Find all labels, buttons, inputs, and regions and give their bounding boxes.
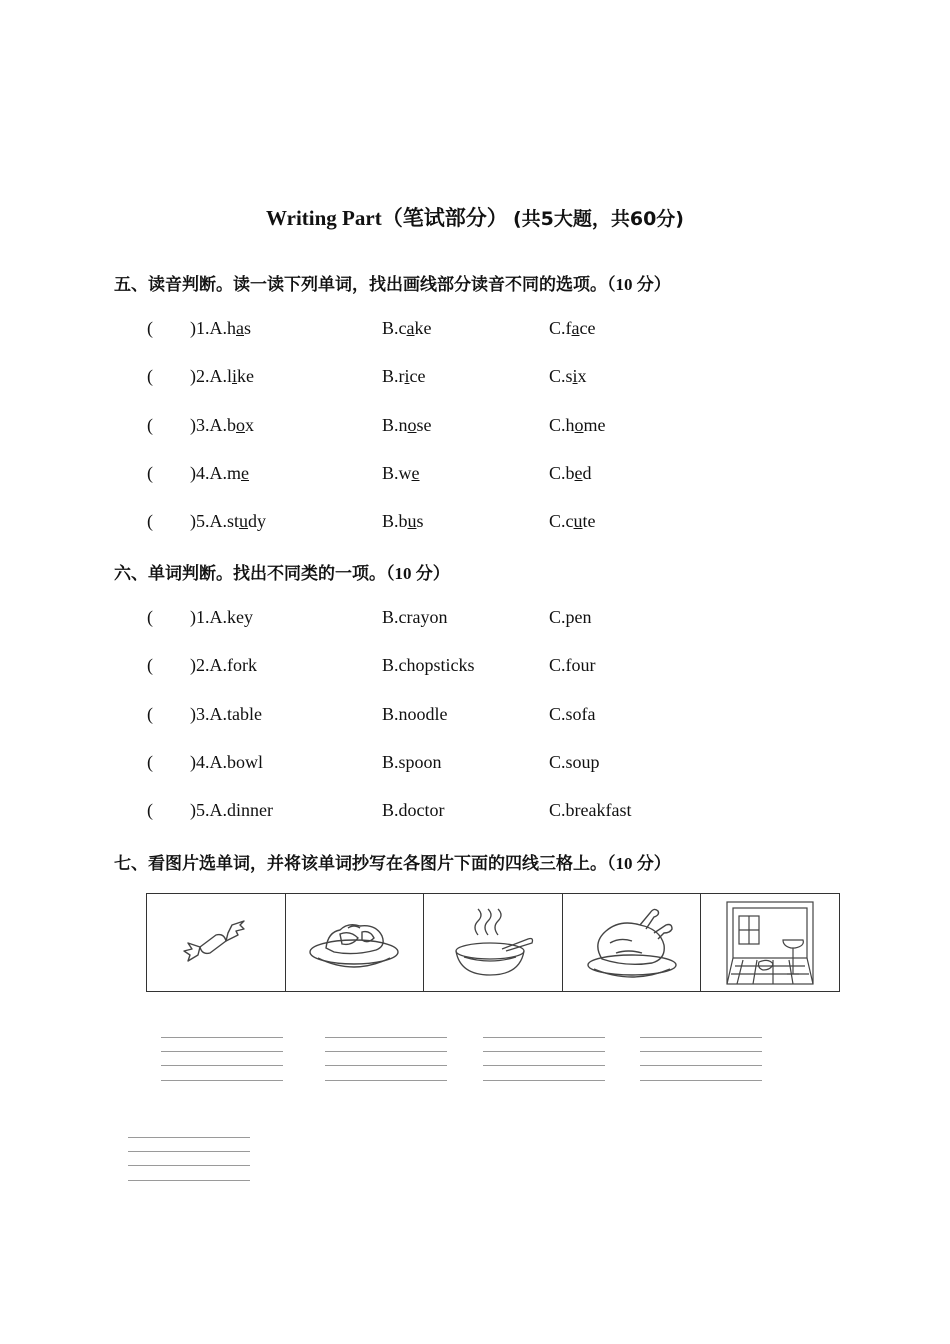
option-word: bowl — [227, 751, 263, 772]
option-b — [382, 704, 448, 725]
word-suffix: se — [416, 414, 432, 435]
word-suffix: x — [245, 414, 254, 435]
word-suffix: dy — [248, 511, 267, 532]
answer-blank[interactable]: ( — [147, 703, 153, 724]
option-c — [549, 415, 606, 436]
question-row — [0, 366, 950, 394]
answer-blank[interactable]: ( — [147, 318, 153, 338]
underlined-letter: o — [574, 414, 584, 435]
option-label: B. — [382, 462, 399, 483]
word-prefix: m — [227, 462, 242, 483]
writing-lines[interactable] — [640, 1037, 762, 1081]
question-number: )2. — [190, 655, 210, 676]
option-label: B. — [382, 800, 399, 821]
title-main: Writing Part（笔试部分） — [266, 206, 508, 230]
word-prefix: h — [565, 414, 575, 435]
word-suffix: s — [416, 511, 424, 532]
option-a — [190, 511, 266, 532]
beef-plate-icon — [304, 908, 404, 978]
underlined-letter: e — [241, 462, 250, 483]
word-prefix: s — [565, 366, 573, 387]
underlined-letter: i — [404, 366, 410, 387]
word-prefix: b — [565, 462, 575, 483]
word-prefix: h — [227, 318, 236, 338]
option-c — [549, 800, 631, 821]
underlined-letter: o — [236, 414, 245, 435]
underlined-letter: a — [571, 318, 580, 338]
underlined-letter: e — [574, 462, 583, 483]
option-label: A. — [209, 607, 227, 627]
question-number: )1. — [190, 318, 210, 338]
writing-lines[interactable] — [161, 1037, 283, 1081]
chicken-plate-icon — [580, 903, 684, 983]
underlined-letter: e — [411, 462, 420, 483]
answer-blank[interactable]: ( — [147, 462, 153, 483]
option-b — [382, 366, 426, 387]
question-row — [0, 655, 950, 683]
question-number: )5. — [190, 800, 210, 821]
section7-heading: 七、看图片选单词，并将该单词抄写在各图片下面的四线三格上。（10 分） — [114, 854, 671, 874]
answer-blank[interactable]: ( — [147, 655, 153, 676]
option-label: B. — [382, 751, 399, 772]
picture-cell — [424, 894, 563, 991]
question-row — [0, 704, 950, 732]
option-b — [382, 800, 445, 821]
option-word: pen — [565, 607, 592, 627]
answer-blank[interactable]: ( — [147, 414, 153, 435]
word-prefix: l — [227, 366, 233, 387]
bathroom-icon — [723, 898, 817, 988]
candy-icon — [176, 913, 256, 973]
word-prefix: st — [227, 511, 240, 532]
option-word: four — [565, 655, 596, 676]
word-prefix: n — [398, 414, 408, 435]
option-a — [190, 655, 257, 676]
option-label: A. — [209, 414, 227, 435]
word-prefix: w — [398, 462, 412, 483]
option-word: sofa — [565, 703, 596, 724]
option-a — [190, 752, 263, 773]
question-row — [0, 463, 950, 491]
option-label: A. — [209, 800, 227, 821]
picture-cell — [147, 894, 286, 991]
title-score: (共5大题，共60分) — [512, 208, 684, 230]
option-label: A. — [209, 318, 227, 338]
word-suffix: ce — [579, 318, 596, 338]
word-suffix: te — [582, 511, 596, 532]
option-c — [549, 463, 592, 484]
option-label: A. — [209, 366, 227, 387]
word-prefix: b — [227, 414, 236, 435]
underlined-letter: a — [406, 318, 415, 338]
picture-cell — [563, 894, 702, 991]
option-label: A. — [209, 703, 227, 724]
option-a — [190, 463, 249, 484]
option-c — [549, 511, 596, 532]
question-row — [0, 800, 950, 828]
soup-bowl-icon — [448, 905, 538, 981]
option-word: doctor — [398, 800, 445, 821]
option-label: C. — [549, 655, 566, 676]
option-label: C. — [549, 511, 566, 532]
word-suffix: x — [577, 366, 587, 387]
word-suffix: s — [244, 318, 252, 338]
underlined-letter: u — [407, 511, 417, 532]
option-label: A. — [209, 751, 227, 772]
word-suffix: ce — [409, 366, 426, 387]
option-label: A. — [209, 511, 227, 532]
option-label: B. — [382, 703, 399, 724]
option-c — [549, 752, 600, 773]
word-suffix: d — [582, 462, 592, 483]
answer-blank[interactable]: ( — [147, 751, 153, 772]
option-b — [382, 607, 448, 628]
option-label: C. — [549, 607, 566, 627]
question-number: )2. — [190, 366, 210, 387]
option-word: breakfast — [565, 800, 632, 821]
option-label: C. — [549, 751, 566, 772]
word-suffix: me — [583, 414, 606, 435]
option-b — [382, 752, 442, 773]
option-label: A. — [209, 655, 227, 676]
question-row — [0, 318, 950, 346]
option-word: spoon — [398, 751, 442, 772]
question-row — [0, 607, 950, 635]
underlined-letter: o — [407, 414, 417, 435]
word-prefix: r — [398, 366, 405, 387]
option-a — [190, 318, 251, 339]
answer-blank[interactable]: ( — [147, 511, 153, 532]
option-label: C. — [549, 366, 566, 387]
underlined-letter: u — [239, 511, 249, 532]
writing-lines[interactable] — [483, 1037, 605, 1081]
answer-blank[interactable]: ( — [147, 366, 153, 387]
option-label: C. — [549, 414, 566, 435]
option-c — [549, 704, 596, 725]
option-c — [549, 607, 592, 628]
underlined-letter: i — [572, 366, 578, 387]
option-a — [190, 704, 262, 725]
word-prefix: c — [398, 318, 407, 338]
option-a — [190, 607, 253, 628]
writing-lines[interactable] — [128, 1137, 250, 1181]
question-number: )1. — [190, 607, 210, 627]
option-label: B. — [382, 414, 399, 435]
word-prefix: c — [565, 511, 574, 532]
question-number: )5. — [190, 511, 210, 532]
option-label: C. — [549, 318, 566, 338]
option-label: B. — [382, 366, 399, 387]
option-word: fork — [227, 655, 257, 676]
option-word: table — [227, 703, 262, 724]
section5-heading: 五、读音判断。读一读下列单词，找出画线部分读音不同的选项。（10 分） — [114, 275, 671, 295]
question-number: )3. — [190, 414, 210, 435]
option-word: crayon — [398, 607, 448, 627]
option-a — [190, 800, 273, 821]
option-label: B. — [382, 655, 399, 676]
picture-strip — [146, 893, 840, 992]
option-label: B. — [382, 318, 399, 338]
question-number: )4. — [190, 751, 210, 772]
page-title — [0, 202, 950, 232]
option-b — [382, 415, 432, 436]
section6-heading: 六、单词判断。找出不同类的一项。（10 分） — [114, 564, 450, 584]
option-label: C. — [549, 462, 566, 483]
option-word: key — [227, 607, 253, 627]
answer-blank[interactable]: ( — [147, 607, 153, 627]
picture-cell — [286, 894, 425, 991]
word-suffix: ke — [237, 366, 255, 387]
question-number: )4. — [190, 462, 210, 483]
option-label: C. — [549, 703, 566, 724]
option-b — [382, 463, 420, 484]
option-c — [549, 318, 596, 339]
option-label: A. — [209, 462, 227, 483]
question-number: )3. — [190, 703, 210, 724]
question-row — [0, 752, 950, 780]
option-b — [382, 318, 432, 339]
option-a — [190, 415, 254, 436]
answer-blank[interactable]: ( — [147, 800, 153, 821]
option-word: dinner — [227, 800, 273, 821]
option-a — [190, 366, 254, 387]
option-b — [382, 655, 475, 676]
option-word: noodle — [398, 703, 448, 724]
underlined-letter: a — [236, 318, 244, 338]
option-word: soup — [565, 751, 600, 772]
word-prefix: b — [398, 511, 408, 532]
option-label: B. — [382, 511, 399, 532]
option-c — [549, 366, 587, 387]
picture-cell — [701, 894, 839, 991]
word-suffix: ke — [414, 318, 432, 338]
question-row — [0, 415, 950, 443]
option-b — [382, 511, 424, 532]
underlined-letter: u — [573, 511, 583, 532]
option-c — [549, 655, 596, 676]
underlined-letter: i — [232, 366, 238, 387]
option-label: C. — [549, 800, 566, 821]
word-prefix: f — [565, 318, 572, 338]
option-word: chopsticks — [398, 655, 475, 676]
option-label: B. — [382, 607, 399, 627]
writing-lines[interactable] — [325, 1037, 447, 1081]
question-row — [0, 511, 950, 539]
